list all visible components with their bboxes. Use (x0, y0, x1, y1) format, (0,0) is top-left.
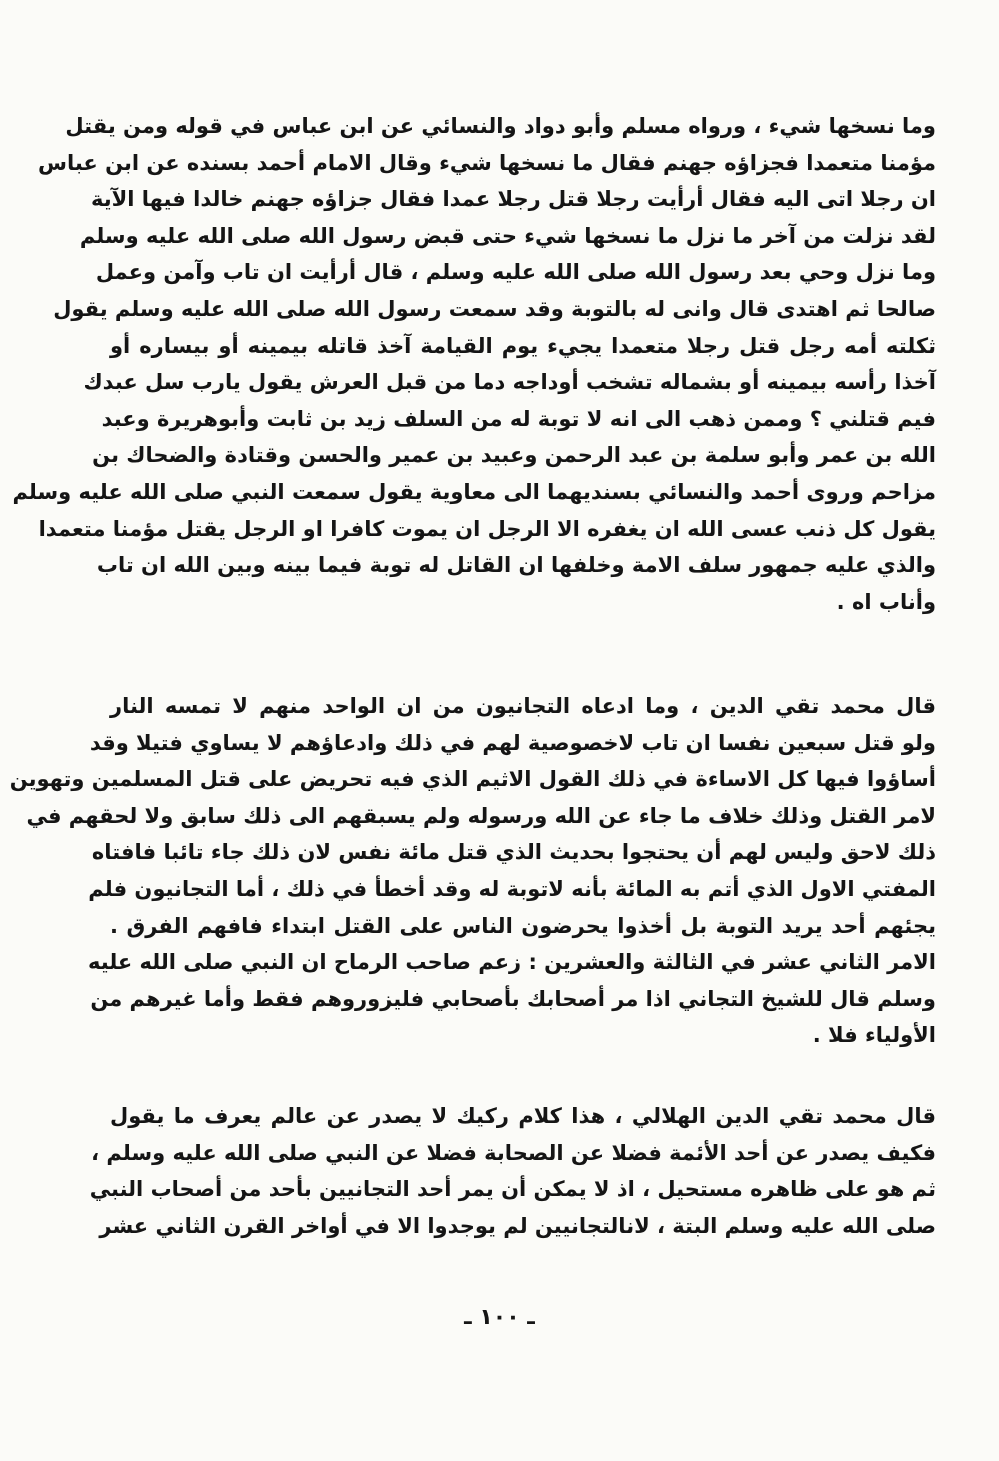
text-line: الله بن عمر وأبو سلمة بن عبد الرحمن وعبيد بن عمير والحسن وقتادة والضحاك بن (92, 443, 936, 468)
paragraph-2 (9, 688, 936, 1054)
text-line: مؤمنا متعمدا فجزاؤه جهنم فقال ما نسخها شيء وقال الامام أحمد بسنده عن ابن عباس (37, 150, 936, 175)
text-line: مزاحم وروى أحمد والنسائي بسنديهما الى معاوية يقول سمعت النبي صلى الله عليه وسلم (12, 479, 936, 504)
text-line: وسلم قال للشيخ التجاني اذا مر أصحابك بأصحابي فليزوروهم فقط وأما غيرهم من (90, 986, 936, 1011)
text-line: المفتي الاول الذي أتم به المائة بأنه لاتوبة له وقد أخطأ في ذلك ، أما التجانيون فلم (88, 876, 936, 901)
text-line: لقد نزلت من آخر ما نزل ما نسخها شيء حتى قبض رسول الله صلى الله عليه وسلم (79, 223, 936, 248)
text-line: يقول كل ذنب عسى الله ان يغفره الا الرجل ان يموت كافرا او الرجل يقتل مؤمنا متعمدا (38, 516, 936, 541)
text-line: وما نزل وحي بعد رسول الله صلى الله عليه وسلم ، قال أرأيت ان تاب وآمن وعمل (95, 260, 936, 285)
text-line: فكيف يصدر عن أحد الأئمة فضلا عن الصحابة فضلا عن النبي صلى الله عليه وسلم ، (91, 1140, 936, 1165)
paragraph-1 (12, 108, 936, 620)
text-line: آخذا رأسه بيمينه أو بشماله تشخب أوداجه دما من قبل العرش يقول يارب سل عبدك (83, 370, 936, 395)
text-line: الامر الثاني عشر في الثالثة والعشرين : زعم صاحب الرماح ان النبي صلى الله عليه (88, 950, 936, 975)
text-line: ثم هو على ظاهره مستحيل ، اذ لا يمكن أن يمر أحد التجانيين بأحد من أصحاب النبي (89, 1177, 936, 1202)
page-number: ـ ١٠٠ ـ (464, 1305, 535, 1330)
text-line: وما نسخها شيء ، ورواه مسلم وأبو دواد والنسائي عن ابن عباس في قوله ومن يقتل (65, 114, 936, 138)
text-line: صلى الله عليه وسلم البتة ، لانالتجانيين لم يوجدوا الا في أواخر القرن الثاني عشر (99, 1213, 936, 1238)
text-line: ان رجلا اتى اليه فقال أرأيت رجلا قتل رجلا عمدا فقال جزاؤه جهنم خالدا فيها الآية (90, 187, 936, 212)
text-line: الأولياء فلا . (812, 1023, 936, 1048)
text-line: ولو قتل سبعين نفسا ان تاب لاخصوصية لهم في ذلك وادعاؤهم لا يساوي فتيلا وقد (89, 730, 936, 755)
text-line: والذي عليه جمهور سلف الامة وخلفها ان القاتل له توبة فيما بينه وبين الله ان تاب (96, 553, 936, 578)
text-line: ذلك لاحق وليس لهم أن يحتجوا بحديث الذي قتل مائة نفس لان ذلك جاء تائبا فافتاه (91, 840, 936, 865)
text-line: قال محمد تقي الدين ، وما ادعاه التجانيون من ان الواحد منهم لا تمسه النار (110, 694, 936, 718)
text-line: قال محمد تقي الدين الهلالي ، هذا كلام ركيك لا يصدر عن عالم يعرف ما يقول (110, 1104, 936, 1128)
text-line: ثكلته أمه رجل قتل رجلا متعمدا يجيء يوم القيامة آخذ قاتله بيمينه أو بيساره أو (110, 333, 936, 358)
text-line: صالحا ثم اهتدى قال وانى له بالتوبة وقد سمعت رسول الله صلى الله عليه وسلم يقول (53, 296, 936, 321)
text-line: لامر القتل وذلك خلاف ما جاء عن الله ورسوله ولم يسبقهم الى ذلك سابق ولا لحقهم في (26, 803, 936, 828)
paragraph-3 (89, 1098, 936, 1244)
text-line: فيم قتلني ؟ وممن ذهب الى انه لا توبة له من السلف زيد بن ثابت وأبوهريرة وعبد (101, 406, 936, 431)
text-line: وأناب اه . (836, 589, 936, 614)
text-line: يجئهم أحد يريد التوبة بل أخذوا يحرضون الناس على القتل ابتداء فافهم الفرق . (110, 913, 936, 938)
text-line: أساؤوا فيها كل الاساءة في ذلك القول الاثيم الذي فيه تحريض على قتل المسلمين وتهوين (9, 767, 936, 792)
